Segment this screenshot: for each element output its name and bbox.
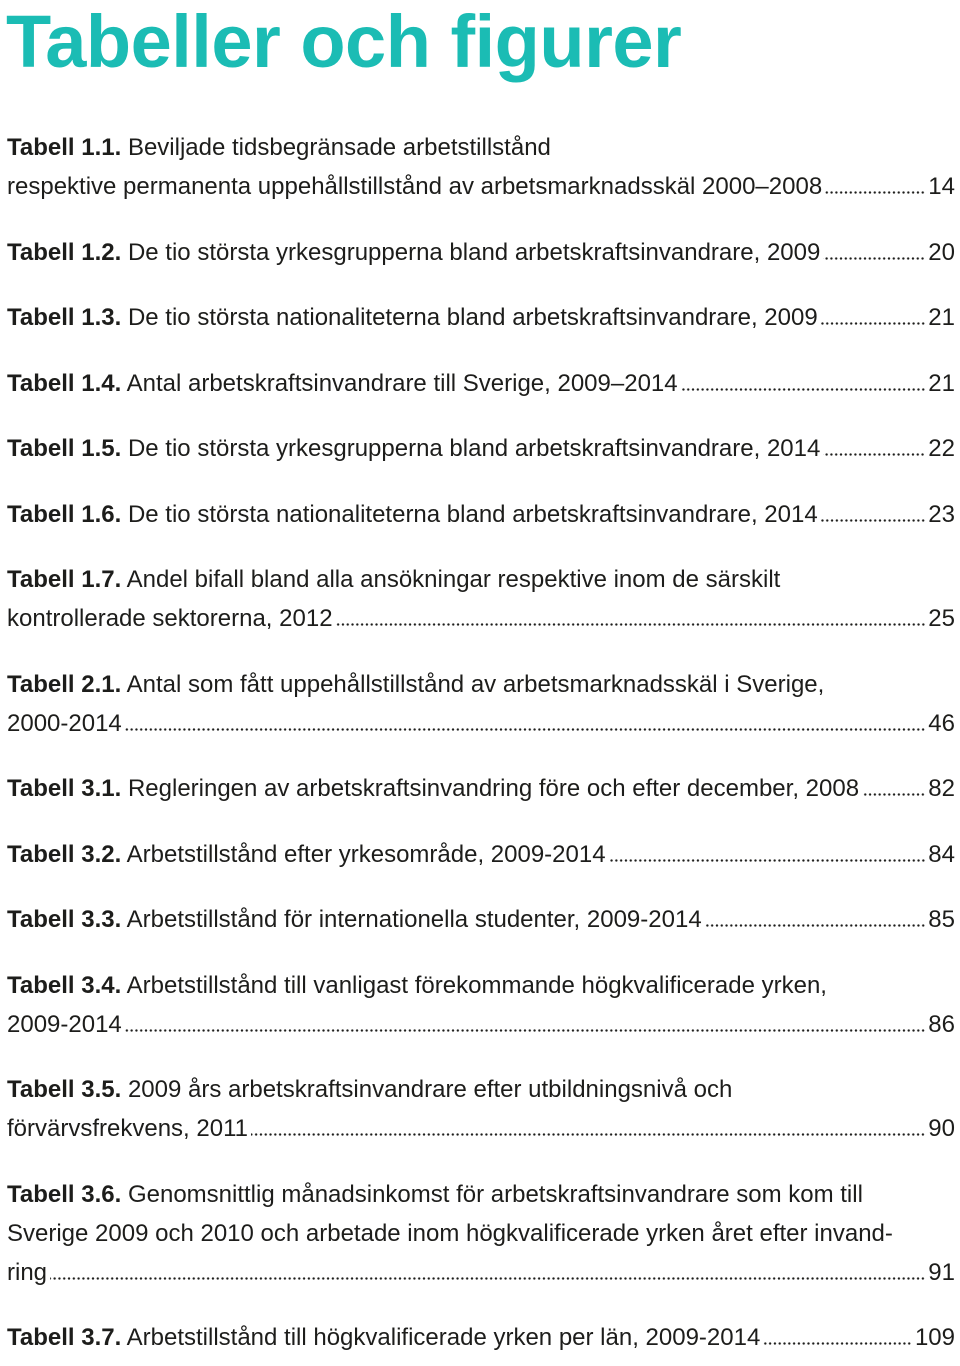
page-number: 85	[928, 906, 955, 933]
toc-entry	[7, 560, 955, 638]
table-caption: Antal arbetskraftsinvandrare till Sverige, 2009–2014	[126, 369, 678, 397]
toc-entry-text	[7, 134, 551, 161]
table-caption: 2000-2014	[7, 709, 122, 737]
page-number: 21	[928, 304, 955, 331]
toc-entry-text	[7, 1253, 47, 1292]
dot-leader	[125, 1029, 926, 1032]
toc-entry-line	[7, 665, 955, 704]
toc-entry-final-line	[7, 900, 955, 939]
page-number: 90	[928, 1115, 955, 1142]
table-number: Tabell 1.7.	[7, 566, 122, 593]
table-number: Tabell 3.3.	[7, 906, 122, 933]
toc-entry	[7, 1070, 955, 1148]
toc-entry-text	[7, 167, 822, 206]
toc-entry	[7, 966, 955, 1044]
table-caption: Beviljade tidsbegränsade arbetstillstånd	[127, 134, 551, 161]
table-caption: Arbetstillstånd till vanligast förekommande högkvalificerade yrken,	[126, 971, 827, 999]
toc-entry-final-line	[7, 1005, 955, 1044]
toc-entry-text	[7, 599, 333, 638]
table-caption: Arbetstillstånd för internationella studenter, 2009-2014	[126, 906, 702, 933]
toc-entry	[7, 1175, 955, 1292]
toc-entry-final-line	[7, 1253, 955, 1292]
toc-entry	[7, 769, 955, 808]
table-number: Tabell 1.2.	[7, 238, 122, 266]
toc-entry-line	[7, 1070, 955, 1109]
dot-leader	[251, 1133, 925, 1136]
toc-entry	[7, 429, 955, 468]
table-number: Tabell 1.1.	[7, 134, 122, 161]
toc-entry	[7, 1318, 955, 1357]
toc-entry	[7, 298, 955, 337]
table-caption: förvärvsfrekvens, 2011	[7, 1115, 248, 1142]
dot-leader	[681, 388, 926, 391]
page-number: 46	[928, 709, 955, 737]
page-number: 21	[928, 369, 955, 397]
page-number: 82	[928, 775, 955, 802]
table-caption: respektive permanenta uppehållstillstånd av arbetsmarknadsskäl 2000–2008	[7, 173, 823, 200]
toc-entry-text	[7, 1076, 732, 1103]
table-caption: Arbetstillstånd efter yrkesområde, 2009-2014	[126, 840, 606, 868]
toc-entry-line	[7, 966, 955, 1005]
toc-entry-text	[7, 769, 859, 808]
dot-leader	[825, 191, 925, 194]
dot-leader	[821, 519, 926, 522]
toc-entry-text	[7, 429, 820, 468]
toc-entry-final-line	[7, 769, 955, 808]
table-number: Tabell 3.5.	[7, 1076, 122, 1103]
toc-entry-text	[7, 900, 702, 939]
toc-entry-text	[7, 566, 780, 593]
toc-entry-final-line	[7, 364, 955, 403]
toc-entry-final-line	[7, 704, 955, 743]
dot-leader	[705, 924, 926, 927]
table-caption: 2009-2014	[7, 1010, 122, 1038]
toc-entry-final-line	[7, 495, 955, 534]
toc-entry-final-line	[7, 599, 955, 638]
dot-leader	[823, 257, 925, 260]
toc-entry-text	[7, 1318, 760, 1357]
table-number: Tabell 3.2.	[7, 840, 122, 868]
toc-entry-text	[7, 364, 678, 403]
table-caption: De tio största nationaliteterna bland arbetskraftsinvandrare, 2009	[127, 304, 818, 331]
toc-entry-text	[7, 1181, 863, 1208]
page-number: 23	[928, 500, 955, 528]
table-caption: De tio största nationaliteterna bland arbetskraftsinvandrare, 2014	[127, 500, 818, 528]
page-number: 91	[928, 1258, 955, 1286]
table-number: Tabell 3.6.	[7, 1180, 122, 1208]
page-number: 14	[928, 173, 955, 200]
toc-entry	[7, 835, 955, 874]
toc-entry-final-line	[7, 233, 955, 272]
table-caption: Genomsnittlig månadsinkomst för arbetskraftsinvandrare som kom till	[127, 1180, 863, 1208]
dot-leader	[50, 1277, 925, 1280]
table-number: Tabell 2.1.	[7, 670, 122, 698]
page-number: 22	[928, 435, 955, 462]
toc-entry-final-line	[7, 1318, 955, 1357]
toc-entry-text	[7, 671, 824, 698]
table-number: Tabell 1.5.	[7, 435, 122, 462]
dot-leader	[125, 728, 926, 731]
page-number: 84	[928, 840, 955, 868]
table-caption: Regleringen av arbetskraftsinvandring före och efter december, 2008	[127, 775, 860, 802]
page-number: 109	[914, 1324, 955, 1351]
dot-leader	[821, 322, 926, 325]
table-caption: Arbetstillstånd till högkvalificerade yrken per län, 2009-2014	[126, 1324, 761, 1351]
toc-entry	[7, 495, 955, 534]
toc-entry-text	[7, 233, 820, 272]
toc-entry-text	[7, 495, 818, 534]
dot-leader	[336, 623, 926, 626]
table-number: Tabell 3.4.	[7, 971, 122, 999]
table-number: Tabell 1.4.	[7, 369, 122, 397]
toc-entry	[7, 364, 955, 403]
table-caption: 2009 års arbetskraftsinvandrare efter utbildningsnivå och	[127, 1076, 733, 1103]
dot-leader	[862, 793, 925, 796]
table-caption: Antal som fått uppehållstillstånd av arbetsmarknadsskäl i Sverige,	[126, 670, 825, 698]
page-number: 86	[928, 1010, 955, 1038]
toc-entry-text	[7, 298, 818, 337]
toc-entry-text	[7, 1220, 893, 1247]
toc-entry-line	[7, 560, 955, 599]
table-caption: De tio största yrkesgrupperna bland arbetskraftsinvandrare, 2014	[127, 435, 821, 462]
dot-leader	[823, 453, 925, 456]
toc-entry-text	[7, 835, 606, 874]
page-number: 25	[928, 605, 955, 632]
toc-entry	[7, 900, 955, 939]
page-number: 20	[928, 238, 955, 266]
table-caption: Andel bifall bland alla ansökningar respektive inom de särskilt	[126, 566, 781, 593]
table-number: Tabell 3.7.	[7, 1324, 122, 1351]
toc-entry	[7, 233, 955, 272]
toc-entry	[7, 665, 955, 743]
toc-entry-final-line	[7, 167, 955, 206]
toc-entry-final-line	[7, 429, 955, 468]
toc-entry-line	[7, 1175, 955, 1214]
toc-entry-text	[7, 972, 827, 999]
toc-entry-text	[7, 1109, 248, 1148]
page-title: Tabeller och figurer	[6, 0, 682, 83]
table-number: Tabell 1.3.	[7, 304, 122, 331]
toc-entry-final-line	[7, 835, 955, 874]
table-number: Tabell 1.6.	[7, 500, 122, 528]
toc-entry-final-line	[7, 298, 955, 337]
toc-entry-line	[7, 128, 955, 167]
toc-entry-text	[7, 704, 122, 743]
table-caption: De tio största yrkesgrupperna bland arbetskraftsinvandrare, 2009	[127, 238, 821, 266]
toc-list	[7, 128, 955, 1357]
toc-entry-text	[7, 1005, 122, 1044]
table-caption: kontrollerade sektorerna, 2012	[7, 605, 333, 632]
toc-entry-line	[7, 1214, 955, 1253]
toc-entry	[7, 128, 955, 206]
dot-leader	[609, 859, 926, 862]
table-caption: ring	[7, 1258, 48, 1286]
dot-leader	[763, 1342, 912, 1345]
table-caption: Sverige 2009 och 2010 och arbetade inom högkvalificerade yrken året efter invand-	[7, 1219, 893, 1247]
table-number: Tabell 3.1.	[7, 775, 122, 802]
toc-entry-final-line	[7, 1109, 955, 1148]
